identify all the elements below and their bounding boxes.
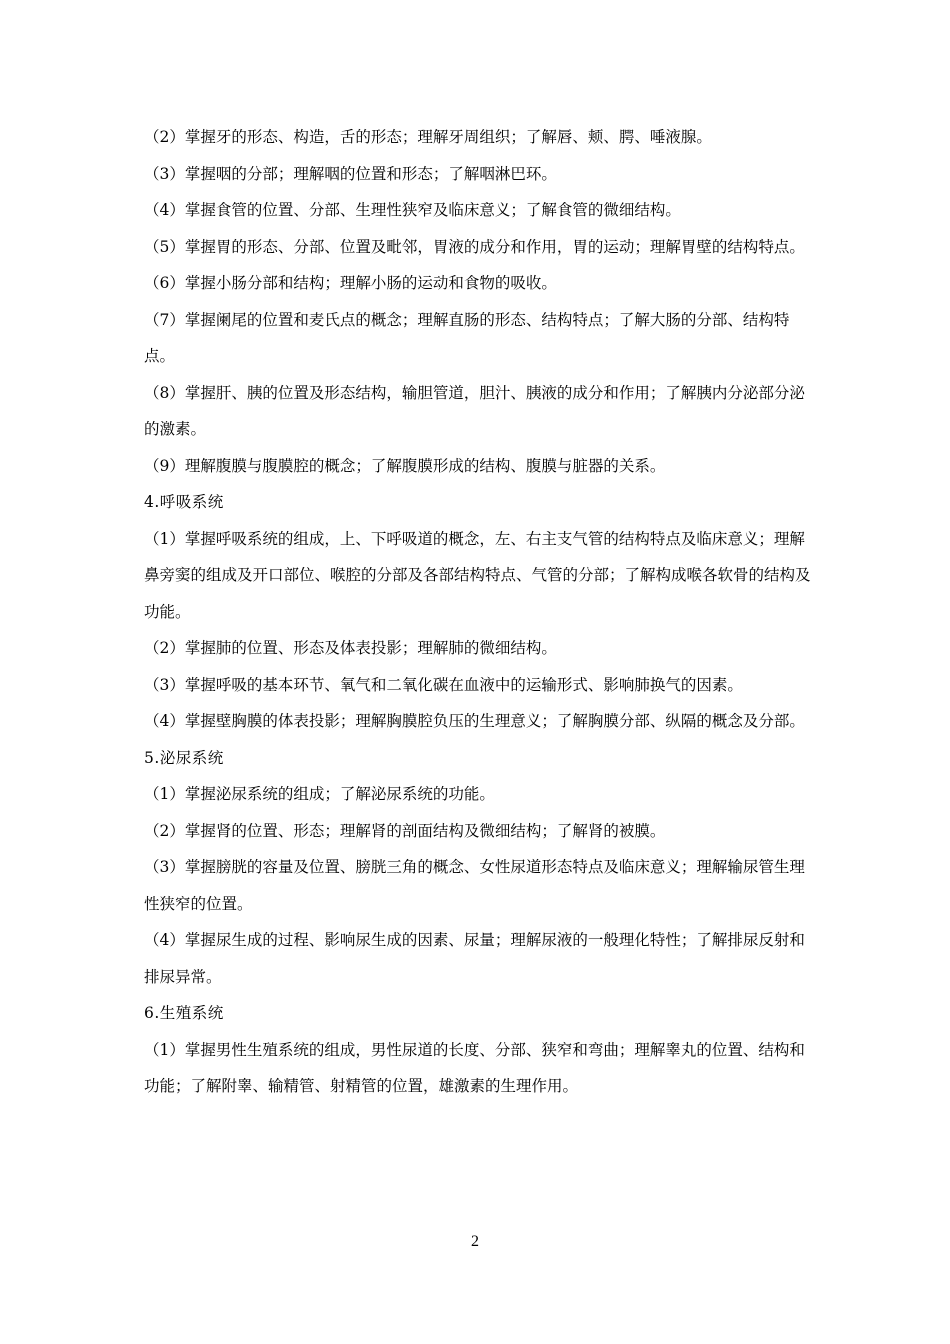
paragraph-digestive-liver-pancreas: （8）掌握肝、胰的位置及形态结构，输胆管道，胆汁、胰液的成分和作用；了解胰内分泌部分泌的激素。 bbox=[144, 383, 805, 438]
paragraph-respiratory-lungs: （2）掌握肺的位置、形态及体表投影；理解肺的微细结构。 bbox=[144, 639, 557, 657]
page-number: 2 bbox=[471, 1233, 479, 1250]
paragraph-digestive-esophagus: （4）掌握食管的位置、分部、生理性狭窄及临床意义；了解食管的微细结构。 bbox=[144, 201, 681, 219]
section-heading-reproductive: 6.生殖系统 bbox=[144, 1004, 224, 1022]
paragraph-digestive-pharynx: （3）掌握咽的分部；理解咽的位置和形态；了解咽淋巴环。 bbox=[144, 164, 557, 183]
paragraph-urinary-bladder: （3）掌握膀胱的容量及位置、膀胱三角的概念、女性尿道形态特点及临床意义；理解输尿管生理性狭窄的位置。 bbox=[144, 858, 805, 913]
document-body bbox=[144, 119, 814, 1105]
paragraph-respiratory-pleura: （4）掌握壁胸膜的体表投影；理解胸膜腔负压的生理意义；了解胸膜分部、纵隔的概念及分部。 bbox=[144, 712, 805, 730]
paragraph-reproductive-male: （1）掌握男性生殖系统的组成，男性尿道的长度、分部、狭窄和弯曲；理解睾丸的位置、结构和功能；了解附睾、输精管、射精管的位置，雄激素的生理作用。 bbox=[144, 1040, 805, 1095]
paragraph-respiratory-composition: （1）掌握呼吸系统的组成，上、下呼吸道的概念，左、右主支气管的结构特点及临床意义；理解鼻旁窦的组成及开口部位、喉腔的分部及各部结构特点、气管的分部；了解构成喉各软骨的结构及功能。 bbox=[144, 529, 811, 621]
paragraph-digestive-stomach: （5）掌握胃的形态、分部、位置及毗邻，胃液的成分和作用，胃的运动；理解胃壁的结构特点。 bbox=[144, 237, 805, 256]
paragraph-digestive-peritoneum: （9）理解腹膜与腹膜腔的概念；了解腹膜形成的结构、腹膜与脏器的关系。 bbox=[144, 456, 666, 475]
paragraph-urinary-composition: （1）掌握泌尿系统的组成；了解泌尿系统的功能。 bbox=[144, 785, 495, 803]
section-heading-urinary: 5.泌尿系统 bbox=[144, 748, 224, 767]
paragraph-respiratory-breathing: （3）掌握呼吸的基本环节、氧气和二氧化碳在血液中的运输形式、影响肺换气的因素。 bbox=[144, 675, 743, 694]
paragraph-urinary-kidney: （2）掌握肾的位置、形态；理解肾的剖面结构及微细结构；了解肾的被膜。 bbox=[144, 821, 666, 840]
paragraph-digestive-appendix: （7）掌握阑尾的位置和麦氏点的概念；理解直肠的形态、结构特点；了解大肠的分部、结构特点。 bbox=[144, 310, 790, 365]
section-heading-respiratory: 4.呼吸系统 bbox=[144, 493, 224, 511]
paragraph-digestive-teeth: （2）掌握牙的形态、构造，舌的形态；理解牙周组织；了解唇、颊、腭、唾液腺。 bbox=[144, 128, 712, 146]
paragraph-urinary-formation: （4）掌握尿生成的过程、影响尿生成的因素、尿量；理解尿液的一般理化特性；了解排尿反射和排尿异常。 bbox=[144, 931, 805, 986]
paragraph-digestive-small-intestine: （6）掌握小肠分部和结构；理解小肠的运动和食物的吸收。 bbox=[144, 274, 557, 292]
